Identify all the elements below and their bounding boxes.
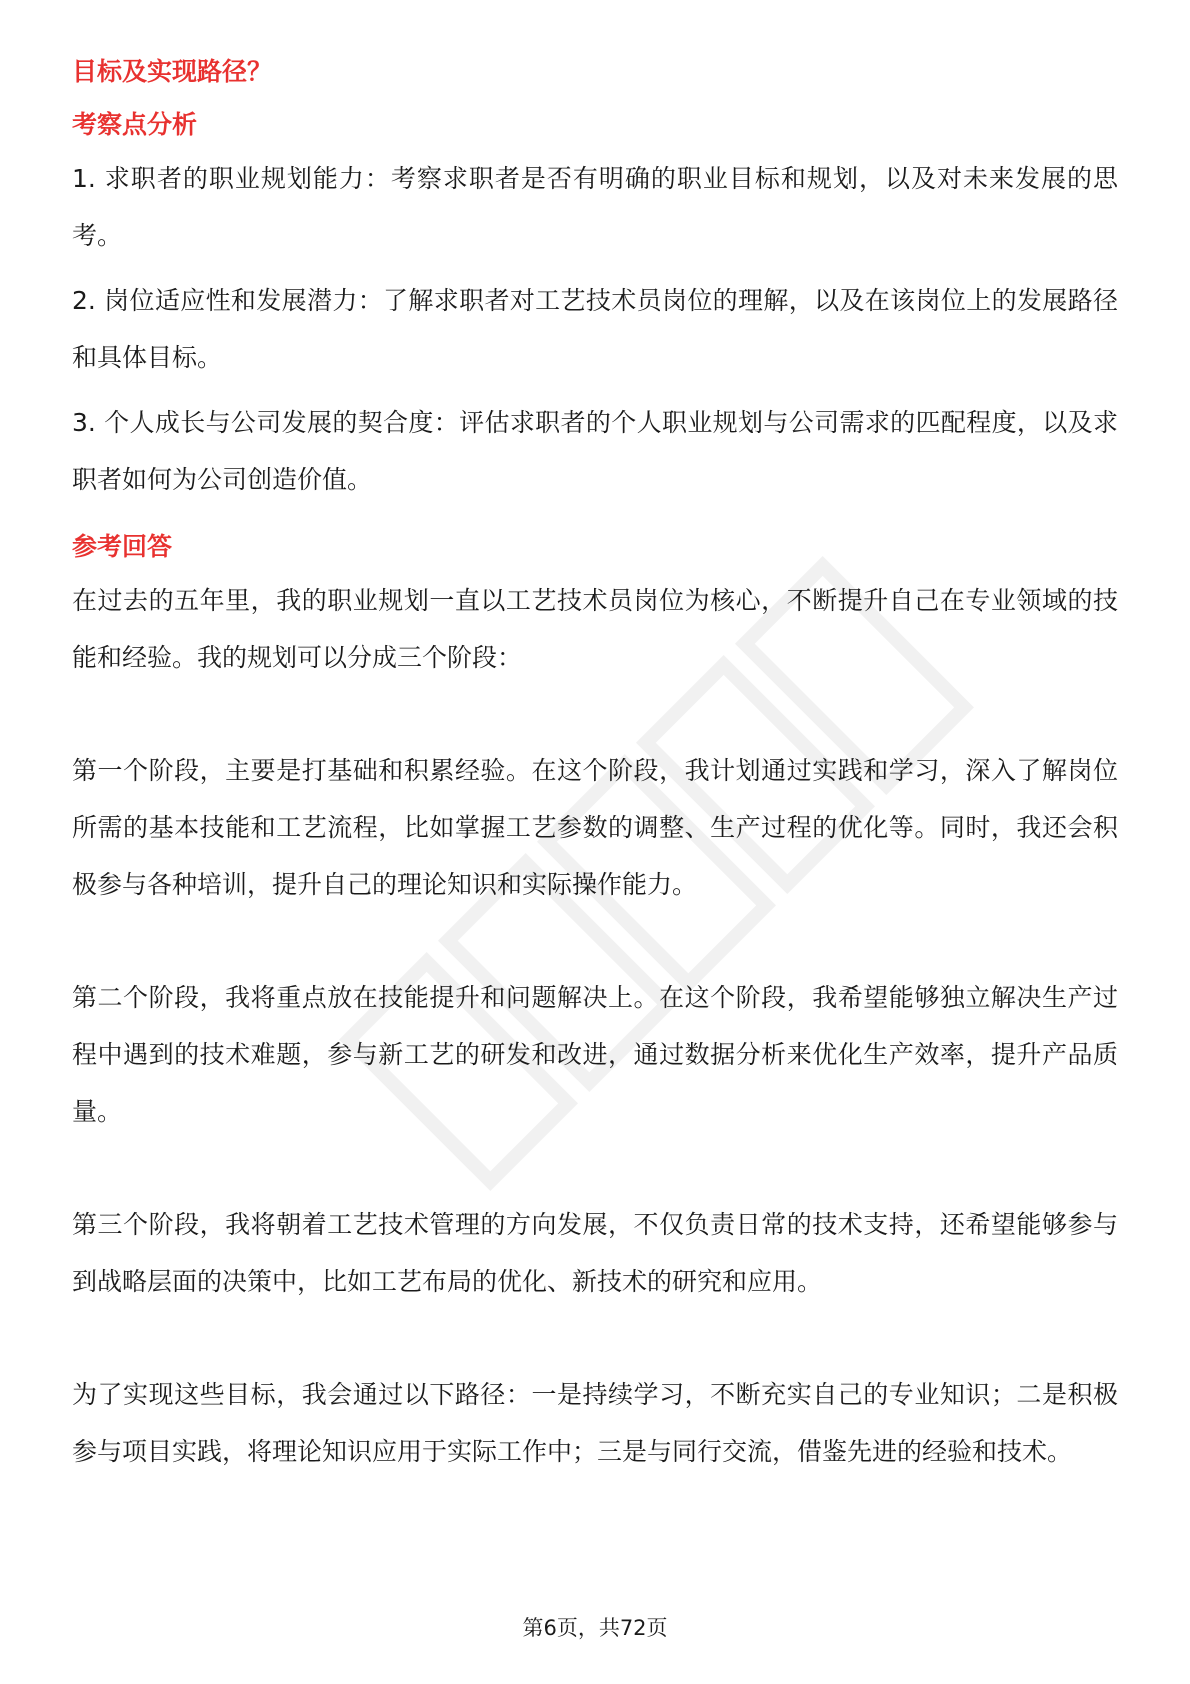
analysis-point-1: 1. 求职者的职业规划能力：考察求职者是否有明确的职业目标和规划，以及对未来发展的思考。 (72, 164, 1118, 250)
analysis-heading: 考察点分析 (72, 110, 198, 139)
answer-paragraph-path: 为了实现这些目标，我会通过以下路径：一是持续学习，不断充实自己的专业知识；二是积极参与项目实践，将理论知识应用于实际工作中；三是与同行交流，借鉴先进的经验和技术。 (72, 1380, 1118, 1466)
answer-paragraph-stage-1: 第一个阶段，主要是打基础和积累经验。在这个阶段，我计划通过实践和学习，深入了解岗位所需的基本技能和工艺流程，比如掌握工艺参数的调整、生产过程的优化等。同时，我还会积极参与各种培训，提升自己的理论知识和实际操作能力。 (72, 756, 1118, 899)
answer-paragraph-stage-2: 第二个阶段，我将重点放在技能提升和问题解决上。在这个阶段，我希望能够独立解决生产过程中遇到的技术难题，参与新工艺的研发和改进，通过数据分析来优化生产效率，提升产品质量。 (72, 983, 1118, 1126)
analysis-point-2: 2. 岗位适应性和发展潜力：了解求职者对工艺技术员岗位的理解，以及在该岗位上的发展路径和具体目标。 (72, 286, 1118, 372)
analysis-point-3: 3. 个人成长与公司发展的契合度：评估求职者的个人职业规划与公司需求的匹配程度，以及求职者如何为公司创造价值。 (72, 408, 1118, 494)
document-page (72, 44, 1118, 1480)
question-title: 目标及实现路径？ (72, 57, 273, 86)
answer-paragraph-stage-3: 第三个阶段，我将朝着工艺技术管理的方向发展，不仅负责日常的技术支持，还希望能够参与到战略层面的决策中，比如工艺布局的优化、新技术的研究和应用。 (72, 1210, 1118, 1296)
page-number-footer: 第6页，共72页 (522, 1616, 668, 1640)
answer-paragraph-intro: 在过去的五年里，我的职业规划一直以工艺技术员岗位为核心，不断提升自己在专业领域的技能和经验。我的规划可以分成三个阶段： (72, 586, 1118, 672)
answer-heading: 参考回答 (72, 532, 173, 561)
